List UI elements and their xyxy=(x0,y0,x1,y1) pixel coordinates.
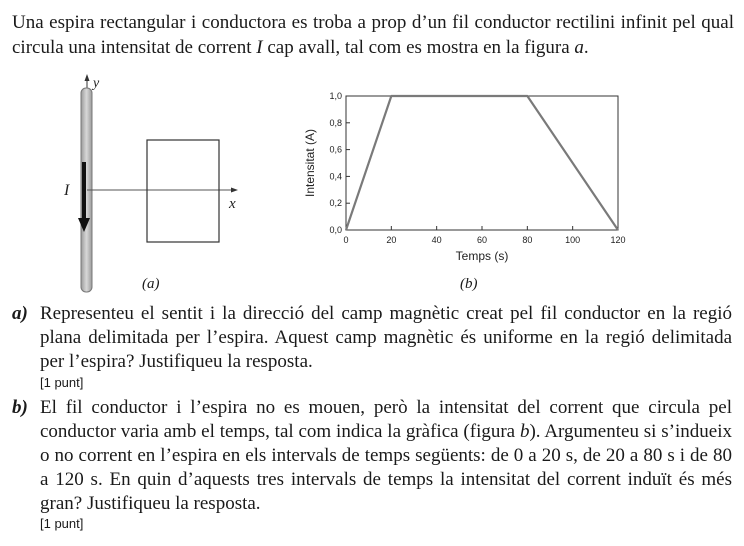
x-axis-label: x xyxy=(229,196,236,212)
chart-x-tick-label: 100 xyxy=(565,235,581,245)
chart-y-tick-label: 0,2 xyxy=(329,198,342,209)
y-axis-arrowhead xyxy=(85,74,90,81)
question-b xyxy=(12,396,732,516)
intro-paragraph xyxy=(12,10,734,60)
chart-y-tick-label: 0,4 xyxy=(329,171,342,182)
chart-x-tick-label: 60 xyxy=(476,235,488,245)
figure-b-reference: b xyxy=(519,421,530,442)
current-symbol: I xyxy=(256,37,263,58)
figure-a-caption: (a) xyxy=(142,276,160,292)
rectangular-loop xyxy=(147,140,219,242)
chart-series-line xyxy=(346,96,618,230)
intro-text-3: . xyxy=(583,37,589,58)
figure-a-diagram xyxy=(40,70,260,296)
chart-y-tick-label: 0,6 xyxy=(329,144,342,155)
question-b-letter: b) xyxy=(12,397,28,418)
question-a xyxy=(12,302,732,374)
y-axis-label: y xyxy=(93,76,100,91)
question-b-text-2: ). Argumenteu si s’indueix o no corrent en l’espira en els intervals de temps següents: de 0 a 20 s, de 20 a 80 s i de 80 a 120 s. En quin d’aquests tres intervals de temps la intensitat del corrent induït és més gran? Justifiqueu la resposta. xyxy=(40,421,732,514)
chart-x-tick-label: 20 xyxy=(386,235,397,245)
question-b-points: [1 punt] xyxy=(40,516,84,531)
chart-y-tick-label: 0,0 xyxy=(329,225,342,235)
figure-a-reference: a xyxy=(574,37,584,58)
figure-b-caption: (b) xyxy=(460,276,478,292)
question-b-text xyxy=(40,396,732,516)
intro-text-1: Una espira rectangular i conductora es troba a prop d’un fil conductor rectilini infinit pel qual circula una intensitat de corrent xyxy=(12,12,734,58)
chart-plot-frame xyxy=(346,96,618,230)
question-a-letter: a) xyxy=(12,303,28,324)
chart-y-axis-label: Intensitat (A) xyxy=(303,128,317,198)
intro-text-2: cap avall, tal com es mostra en la figura xyxy=(262,37,575,58)
chart-y-tick-label: 1,0 xyxy=(329,91,342,101)
chart-y-tick-label: 0,8 xyxy=(329,117,342,128)
chart-x-tick-label: 0 xyxy=(343,235,349,245)
question-b-text-1: El fil conductor i l’espira no es mouen, però la intensitat del corrent que circula pel conductor varia amb el temps, tal com indica la gràfica (figura xyxy=(40,397,732,442)
chart-x-tick-label: 120 xyxy=(610,235,626,245)
chart-x-axis-label: Temps (s) xyxy=(455,249,509,263)
chart-x-tick-label: 40 xyxy=(431,235,442,245)
current-label: I xyxy=(64,182,70,199)
question-a-text: Representeu el sentit i la direcció del camp magnètic creat pel fil conductor en la regió plana delimitada per l’espira. Aquest camp magnètic és uniforme en la regió delimitada per l’espira? Justifiqueu la resposta. xyxy=(40,303,732,372)
x-axis-arrowhead xyxy=(231,188,238,193)
chart-x-tick-label: 80 xyxy=(522,235,533,245)
question-a-points: [1 punt] xyxy=(40,375,84,390)
intensity-time-chart xyxy=(300,84,640,274)
